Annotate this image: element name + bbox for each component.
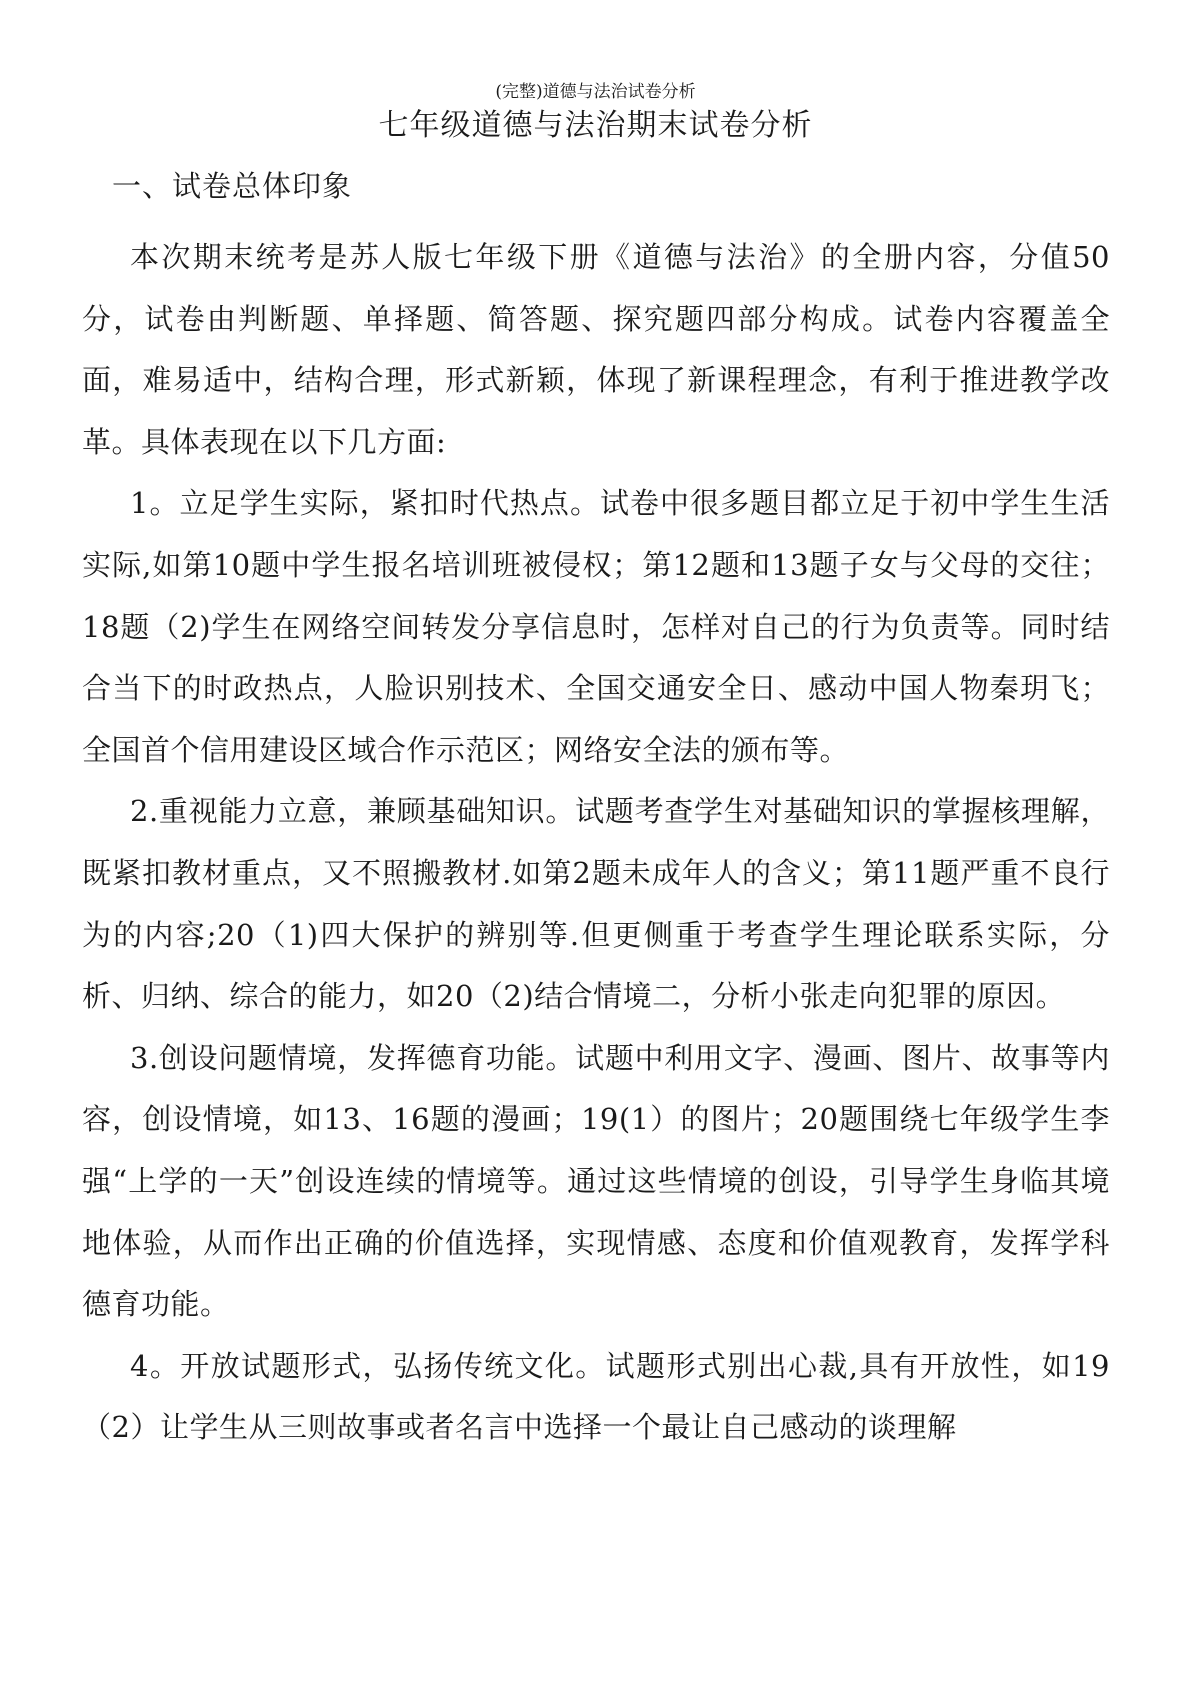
paragraph-point-4: 4。开放试题形式，弘扬传统文化。试题形式别出心裁,具有开放性，如19（2）让学生从三则故事或者名言中选择一个最让自己感动的谈理解 [82,1348,1110,1445]
paragraph-point-1: 1。立足学生实际，紧扣时代热点。试卷中很多题目都立足于初中学生生活实际,如第10题中学生报名培训班被侵权；第12题和13题子女与父母的交往；18题（2)学生在网络空间转发分享信息时，怎样对自己的行为负责等。同时结合当下的时政热点，人脸识别技术、全国交通安全日、感动中国人物秦玥飞；全国首个信用建设区域合作示范区；网络安全法的颁布等。 [82,486,1110,767]
document-title: 七年级道德与法治期末试卷分析 [378,108,813,143]
header-caption: (完整)道德与法治试卷分析 [495,82,696,102]
paragraph-point-2: 2.重视能力立意，兼顾基础知识。试题考查学生对基础知识的掌握核理解，既紧扣教材重点，又不照搬教材.如第2题未成年人的含义；第11题严重不良行为的内容;20（1)四大保护的辨别等.但更侧重于考查学生理论联系实际，分析、归纳、综合的能力，如20（2)结合情境二，分析小张走向犯罪的原因。 [82,794,1110,1014]
section-body [82,227,1110,1459]
paragraph-intro: 本次期末统考是苏人版七年级下册《道德与法治》的全册内容，分值50分，试卷由判断题、单择题、简答题、探究题四部分构成。试卷内容覆盖全面，难易适中，结构合理，形式新颖，体现了新课程理念，有利于推进教学改革。具体表现在以下几方面: [82,240,1110,459]
section-heading: 一、试卷总体印象 [112,169,353,203]
paragraph-point-3: 3.创设问题情境，发挥德育功能。试题中利用文字、漫画、图片、故事等内容，创设情境，如13、16题的漫画；19(1）的图片；20题围绕七年级学生李强“上学的一天”创设连续的情境等。通过这些情境的创设，引导学生身临其境地体验，从而作出正确的价值选择，实现情感、态度和价值观教育，发挥学科德育功能。 [82,1040,1110,1322]
